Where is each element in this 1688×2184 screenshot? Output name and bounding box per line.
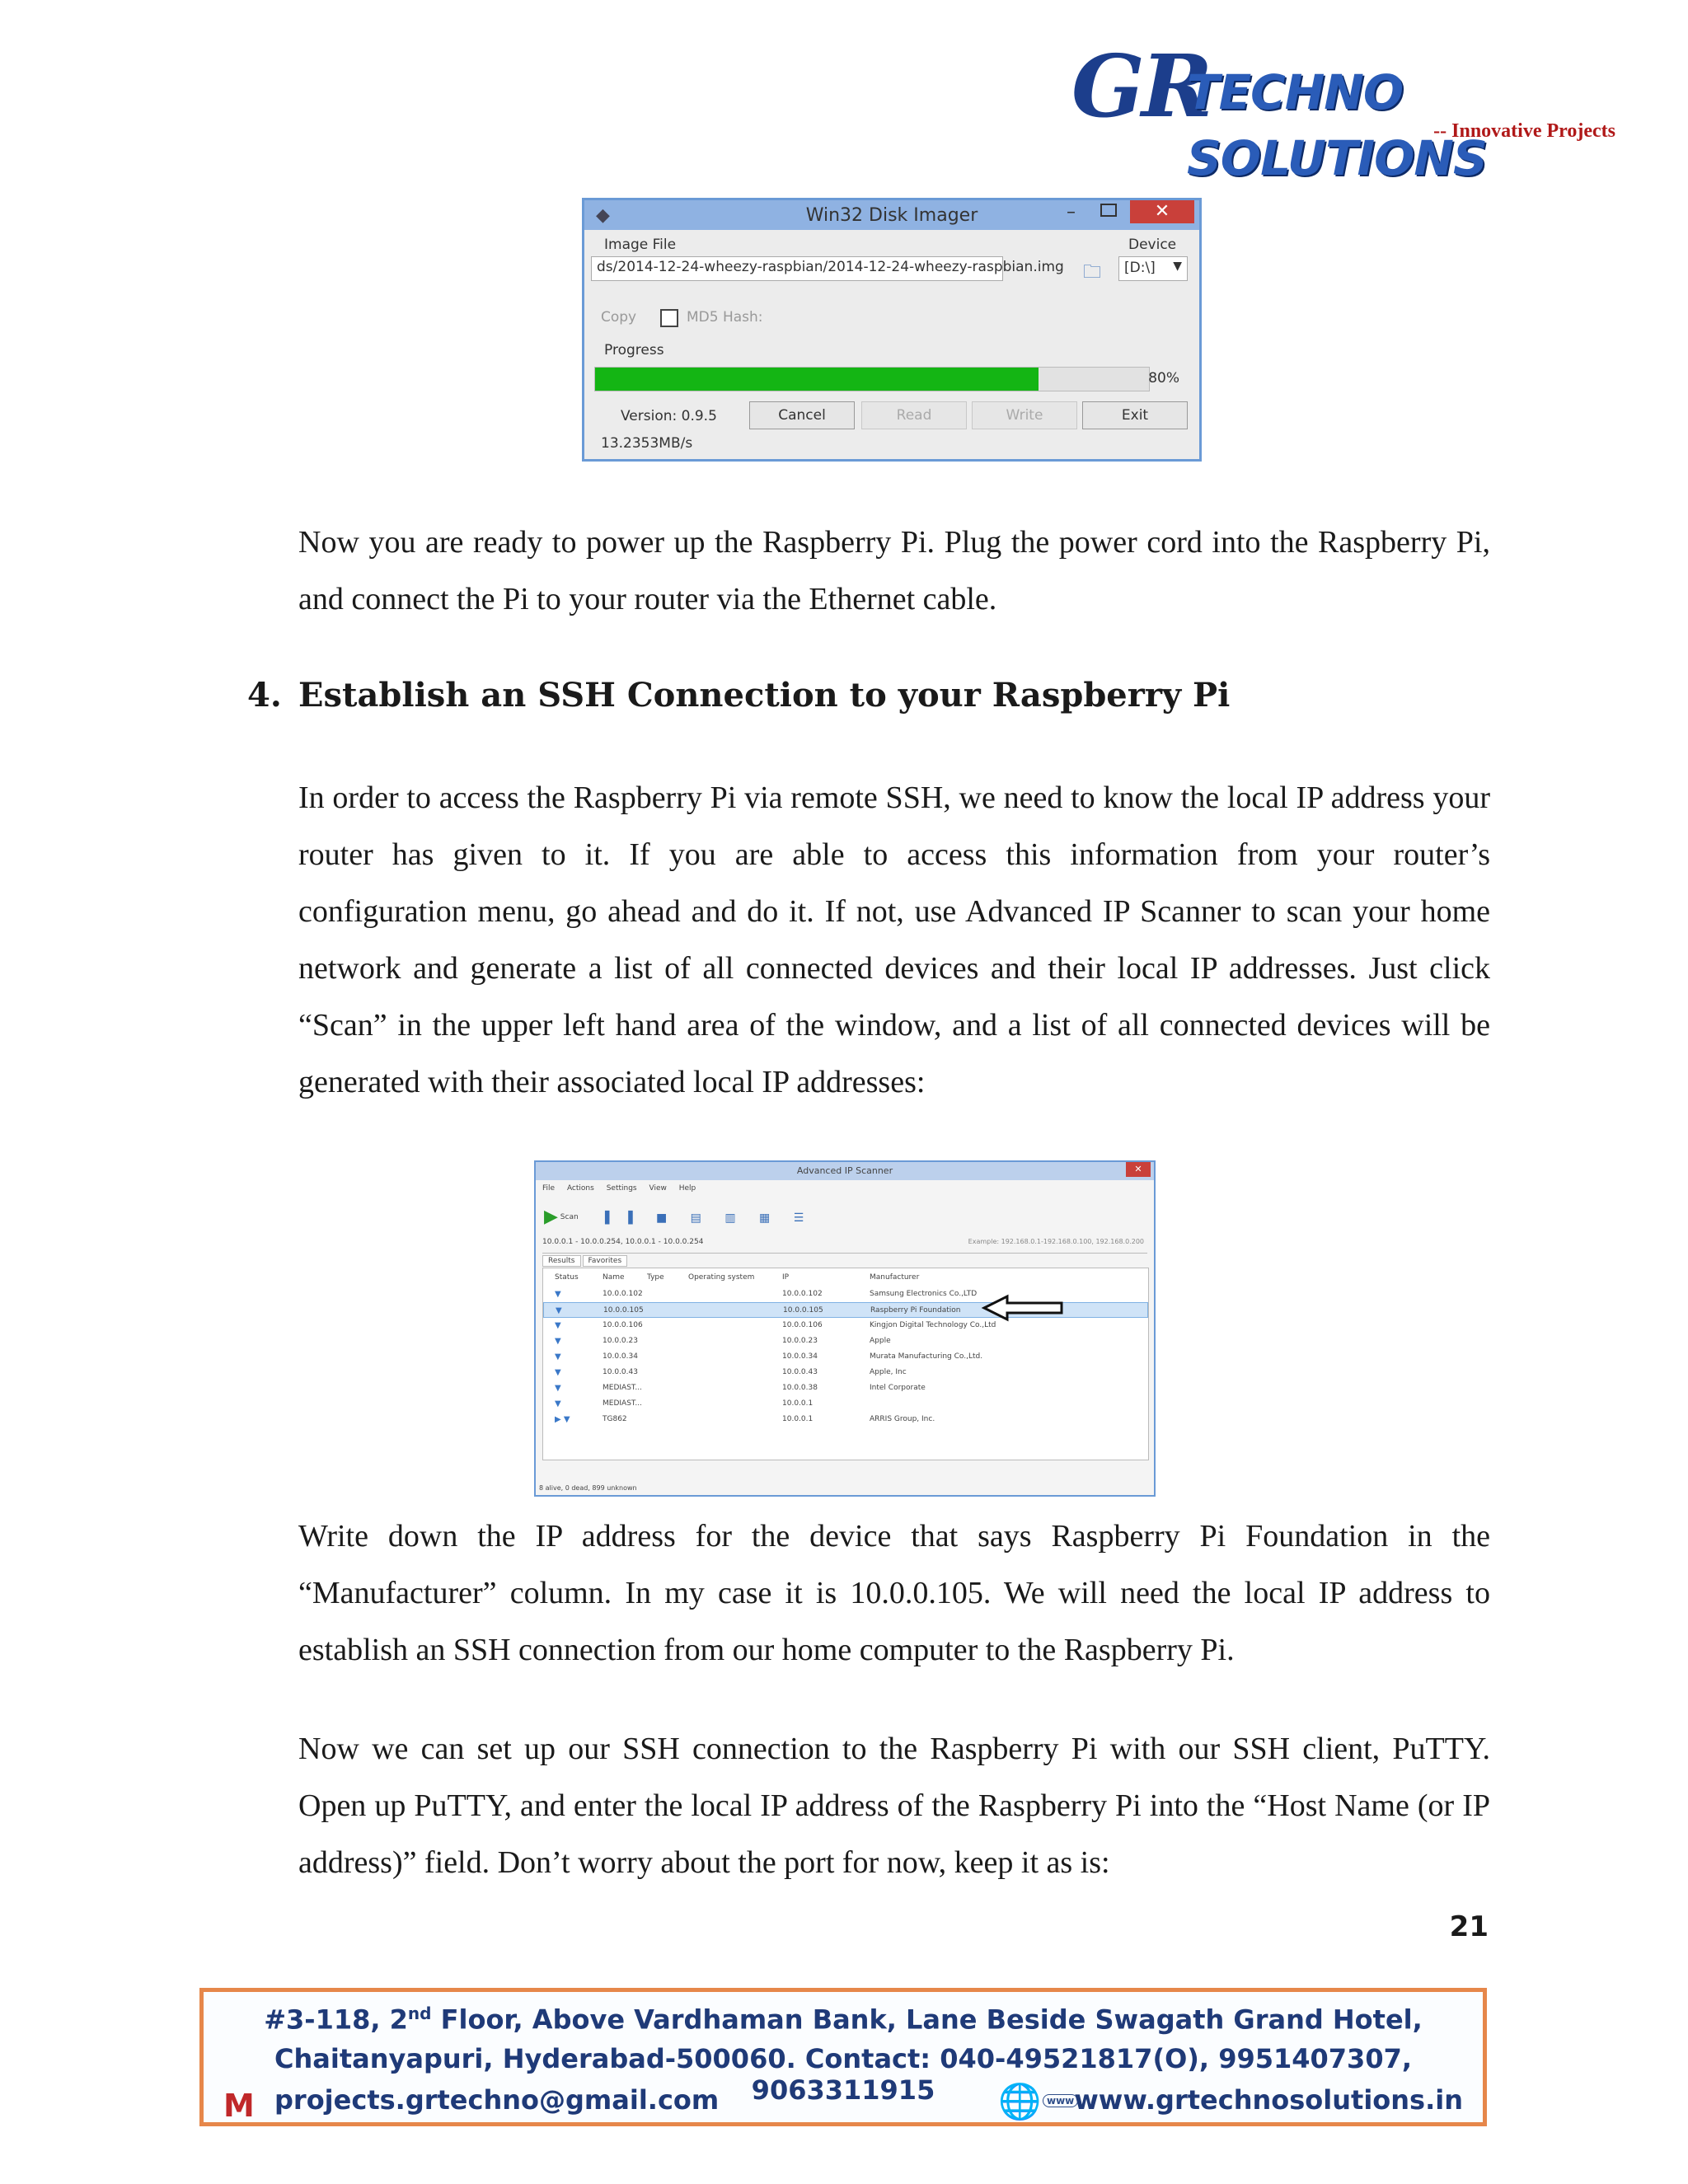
footer-address-sup: nd (407, 2004, 432, 2023)
row-name: 10.0.0.43 (603, 1368, 638, 1376)
footer-address-line2: Chaitanyapuri, Hyderabad-500060. Contact: 040-49521817(O), 9951407307, 9063311915 (274, 2043, 1412, 2106)
minimize-icon: – (1067, 202, 1076, 223)
row-manufacturer: Murata Manufacturing Co.,Ltd. (870, 1352, 983, 1361)
progress-percent: 80% (1148, 370, 1179, 387)
row-ip: 10.0.0.1 (782, 1415, 814, 1423)
disk-imager-icon: ◆ (596, 205, 610, 226)
company-logo (1071, 35, 1640, 186)
menu-view: View (649, 1184, 667, 1193)
close-icon: ✕ (1126, 1162, 1151, 1177)
row-manufacturer: Kingjon Digital Technology Co.,Ltd (870, 1321, 996, 1329)
row-ip: 10.0.0.105 (783, 1306, 823, 1315)
col-type: Type (647, 1273, 664, 1282)
ips-statusbar: 8 alive, 0 dead, 899 unknown (539, 1484, 637, 1492)
copy-label: Copy (601, 309, 637, 326)
table-row (543, 1349, 1148, 1365)
dropdown-arrow-icon: ▼ (1173, 260, 1182, 273)
www-badge: www (1043, 2094, 1078, 2107)
row-ip: 10.0.0.23 (782, 1337, 818, 1345)
row-ip: 10.0.0.106 (782, 1321, 823, 1329)
col-status: Status (555, 1273, 579, 1282)
left-arrow-icon (982, 1294, 1065, 1322)
menu-help: Help (678, 1184, 696, 1193)
progress-bar (594, 367, 1150, 391)
row-name: 10.0.0.106 (603, 1321, 643, 1329)
ips-toolbar (541, 1203, 1151, 1231)
gmail-icon: M (223, 2088, 255, 2124)
close-icon: ✕ (1130, 200, 1194, 223)
row-name: 10.0.0.105 (603, 1306, 644, 1315)
md5-label: MD5 Hash: (687, 309, 763, 326)
device-icon: ▼ (555, 1384, 561, 1393)
paragraph-find-ip: In order to access the Raspberry Pi via remote SSH, we need to know the local IP address your router has given to it. If you are able to access this information from your router’s configuration menu, go ahead and do it. If not, use Advanced IP Scanner to scan your home network and generate a list of all connected devices and their local IP addresses. Just click “Scan” in the upper left hand area of the window, and a list of all connected devices will be generated with their associated local IP addresses: (298, 780, 1490, 1099)
globe-icon: 🌐 (998, 2081, 1042, 2121)
device-icon: ▼ (555, 1337, 561, 1346)
row-manufacturer: Apple, Inc (870, 1368, 907, 1376)
row-ip: 10.0.0.38 (782, 1384, 818, 1392)
table-header (543, 1270, 1148, 1286)
win32-titlebar (584, 200, 1199, 230)
device-icon: ▼ (555, 1321, 561, 1330)
device-icon: ▼ (556, 1306, 562, 1315)
paragraph-putty: Now we can set up our SSH connection to the Raspberry Pi with our SSH client, PuTTY. Open up PuTTY, and enter the local IP address of the Raspberry Pi into the “Host Name (or IP address)” field. Don’t worry about the port for now, keep it as is: (298, 1732, 1490, 1880)
row-name: MEDIAST... (603, 1399, 642, 1408)
maximize-icon (1100, 204, 1117, 217)
exit-button: Exit (1082, 401, 1188, 429)
section-heading (247, 676, 1230, 715)
tab-favorites: Favorites (583, 1255, 628, 1267)
device-icon: ▶ ▼ (555, 1415, 570, 1424)
device-icon: ▼ (555, 1368, 561, 1377)
ip-range-example: Example: 192.168.0.1-192.168.0.100, 192.168.0.200 (968, 1238, 1144, 1245)
row-name: 10.0.0.102 (603, 1290, 643, 1298)
table-row (543, 1412, 1148, 1427)
device-select (1118, 256, 1188, 281)
row-ip: 10.0.0.34 (782, 1352, 818, 1361)
row-name: TG862 (603, 1415, 627, 1423)
win32-disk-imager-screenshot (582, 198, 1202, 462)
speed-readout: 13.2353MB/s (601, 435, 693, 452)
progress-bar-fill (595, 368, 1039, 391)
menu-settings: Settings (606, 1184, 637, 1193)
footer-website: www.grtechnosolutions.in (1074, 2084, 1463, 2116)
write-button: Write (972, 401, 1077, 429)
image-file-label: Image File (604, 237, 677, 253)
progress-label: Progress (604, 342, 664, 359)
folder-icon: 🗀 (1083, 262, 1102, 283)
version-label: Version: 0.9.5 (621, 408, 717, 424)
play-icon: ▶ (544, 1207, 558, 1227)
md5-checkbox (660, 309, 678, 327)
image-path-field: ds/2014-12-24-wheezy-raspbian/2014-12-24-wheezy-raspbian.img (591, 256, 1003, 281)
ip-range-value: 10.0.0.1 - 10.0.0.254, 10.0.0.1 - 10.0.0.254 (542, 1238, 704, 1246)
device-icon: ▼ (555, 1290, 561, 1299)
col-ip: IP (782, 1273, 790, 1282)
page-number: 21 (1449, 1910, 1489, 1943)
col-os: Operating system (688, 1273, 755, 1282)
row-manufacturer: Samsung Electronics Co.,LTD (870, 1290, 978, 1298)
tab-results: Results (542, 1255, 581, 1267)
row-name: 10.0.0.23 (603, 1337, 638, 1345)
footer-email: projects.grtechno@gmail.com (274, 2084, 720, 2116)
logo-tagline: -- Innovative Projects (1433, 120, 1615, 142)
menu-file: File (542, 1184, 556, 1193)
scan-button (544, 1207, 579, 1227)
row-ip: 10.0.0.1 (782, 1399, 814, 1408)
footer-address-b: Floor, Above Vardhaman Bank, Lane Beside Swagath Grand Hotel, (431, 2004, 1423, 2036)
scan-label: Scan (560, 1213, 579, 1221)
row-manufacturer: Intel Corporate (870, 1384, 926, 1392)
logo-gr: GR (1071, 35, 1210, 137)
device-value: [D:\] (1124, 260, 1156, 276)
ips-title: Advanced IP Scanner (796, 1165, 893, 1176)
win32-title: Win32 Disk Imager (805, 205, 978, 226)
device-icon: ▼ (555, 1399, 561, 1408)
footer-address-a: #3-118, 2 (264, 2004, 408, 2036)
ips-menubar (542, 1184, 706, 1193)
paragraph-power-up: Now you are ready to power up the Raspberry Pi. Plug the power cord into the Raspberry Pi, and connect the Pi to your router via the Ethernet cable. (298, 525, 1490, 616)
menu-actions: Actions (566, 1184, 594, 1193)
ips-tabs (542, 1255, 629, 1267)
table-row (543, 1333, 1148, 1349)
section-number: 4. (247, 676, 282, 715)
row-manufacturer: Apple (870, 1337, 891, 1345)
col-manufacturer: Manufacturer (870, 1273, 920, 1282)
paragraph-write-down-ip: Write down the IP address for the device that says Raspberry Pi Foundation in the “Manufacturer” column. In my case it is 10.0.0.105. We will need the local IP address to establish an SSH connection from our home computer to the Raspberry Pi. (298, 1519, 1490, 1667)
device-label: Device (1128, 237, 1177, 253)
footer-contact-box (199, 1988, 1487, 2126)
logo-company-name: TECHNO SOLUTIONS (1187, 64, 1487, 186)
ips-titlebar (536, 1162, 1154, 1180)
toolbar-icons: ▌▐ ■ ▤ ▥ ▦ ☰ (605, 1212, 814, 1225)
row-ip: 10.0.0.102 (782, 1290, 823, 1298)
row-manufacturer: Raspberry Pi Foundation (870, 1306, 961, 1315)
table-row (543, 1396, 1148, 1412)
row-name: MEDIAST... (603, 1384, 642, 1392)
row-ip: 10.0.0.43 (782, 1368, 818, 1376)
footer-address-line1 (204, 2004, 1483, 2036)
row-name: 10.0.0.34 (603, 1352, 638, 1361)
advanced-ip-scanner-screenshot (534, 1160, 1156, 1497)
cancel-button: Cancel (749, 401, 855, 429)
ip-range-field (542, 1238, 1147, 1254)
col-name: Name (603, 1273, 625, 1282)
device-icon: ▼ (555, 1352, 561, 1361)
table-row (543, 1365, 1148, 1380)
read-button: Read (861, 401, 967, 429)
row-manufacturer: ARRIS Group, Inc. (870, 1415, 935, 1423)
table-row (543, 1380, 1148, 1396)
section-title: Establish an SSH Connection to your Raspberry Pi (298, 676, 1231, 715)
